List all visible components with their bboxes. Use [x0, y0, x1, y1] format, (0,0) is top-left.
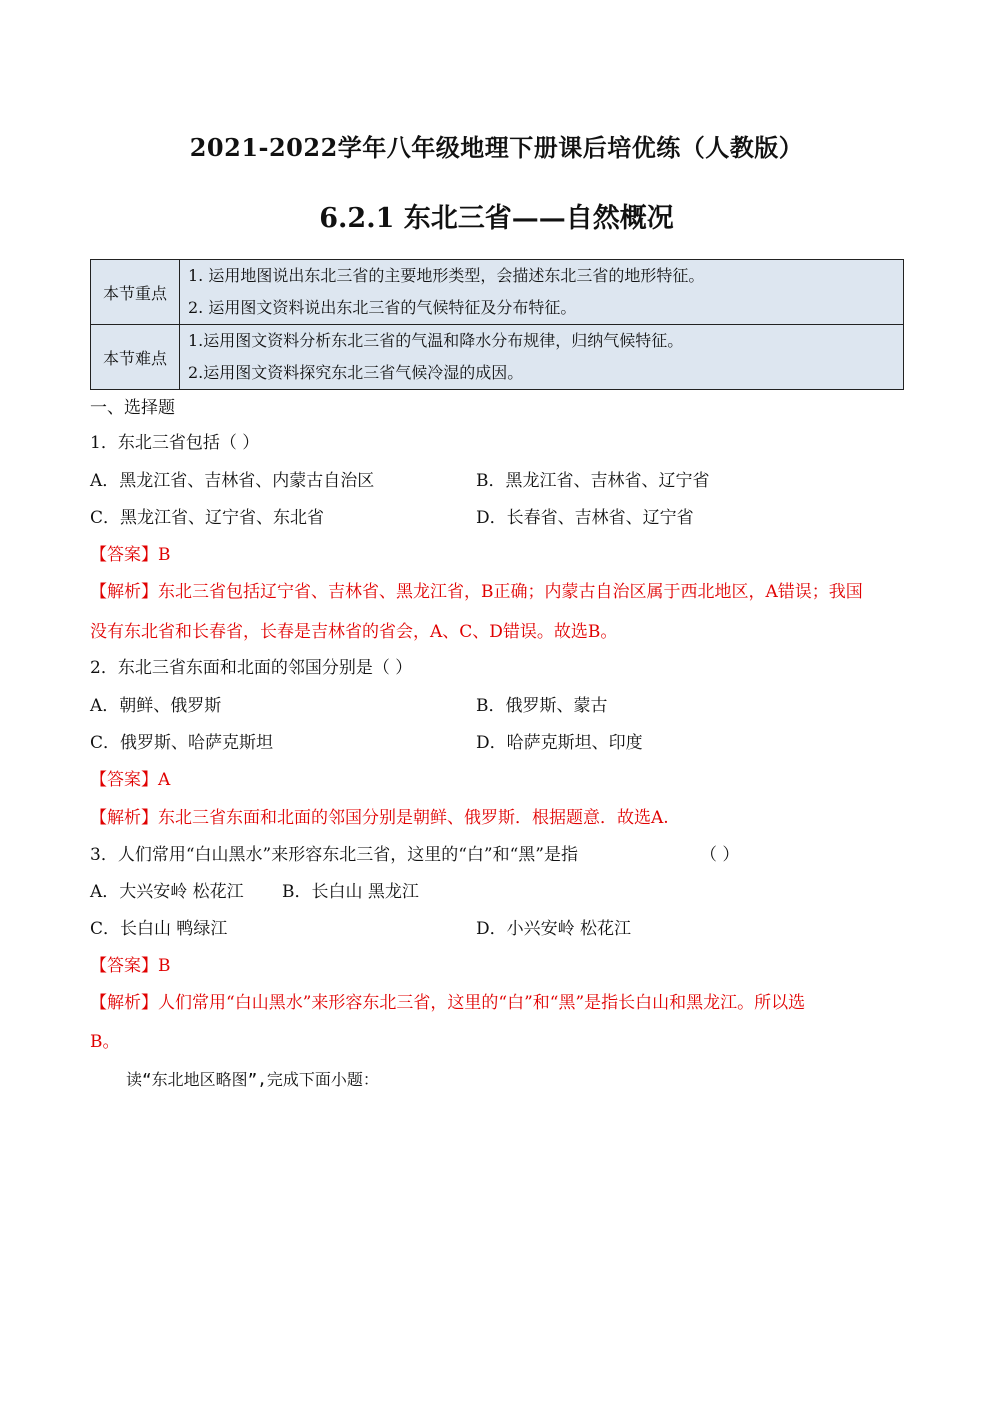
objective-line: 1. 运用地图说出东北三省的主要地形类型，会描述东北三省的地形特征。: [188, 266, 705, 285]
option-c: C．俄罗斯、哈萨克斯坦: [90, 733, 274, 753]
question-stem: 1．东北三省包括（ ）: [90, 433, 260, 453]
analysis-line: 没有东北省和长春省，长春是吉林省的省会，A、C、D错误。故选B。: [90, 622, 618, 642]
option-d: D．长春省、吉林省、辽宁省: [476, 508, 694, 528]
option-b: B．长白山 黑龙江: [282, 882, 419, 902]
option-a: A．黑龙江省、吉林省、内蒙古自治区: [90, 471, 375, 491]
analysis-tag: 【解析】: [90, 582, 158, 602]
analysis-line: [90, 988, 805, 1013]
analysis-tag: 【解析】: [90, 808, 158, 828]
analysis-line: [90, 577, 863, 602]
option-d: D．哈萨克斯坦、印度: [476, 733, 643, 753]
option-a: A．大兴安岭 松花江: [90, 882, 244, 902]
objective-row-difficult: [91, 325, 904, 390]
objective-line: 1.运用图文资料分析东北三省的气温和降水分布规律，归纳气候特征。: [188, 331, 684, 350]
analysis-text: 东北三省东面和北面的邻国分别是朝鲜、俄罗斯．根据题意．故选A.: [158, 808, 669, 828]
objective-row-key: [91, 260, 904, 325]
answer: 【答案】B: [90, 545, 171, 565]
option-b: B．俄罗斯、蒙古: [476, 696, 608, 716]
option-b: B．黑龙江省、吉林省、辽宁省: [476, 471, 710, 491]
objective-label: 本节难点: [91, 325, 180, 390]
option-c: C．长白山 鸭绿江: [90, 919, 228, 939]
analysis-text: 人们常用“白山黑水”来形容东北三省，这里的“白”和“黑”是指长白山和黑龙江。所以选: [158, 993, 806, 1013]
document-title: 2021-2022学年八年级地理下册课后培优练（人教版）: [189, 133, 804, 162]
answer: 【答案】A: [90, 770, 171, 790]
analysis-tag: 【解析】: [90, 993, 158, 1013]
objective-line: 2. 运用图文资料说出东北三省的气候特征及分布特征。: [188, 298, 577, 317]
analysis-text: 东北三省包括辽宁省、吉林省、黑龙江省，B正确；内蒙古自治区属于西北地区，A错误；我国: [158, 582, 863, 602]
option-d: D．小兴安岭 松花江: [476, 919, 632, 939]
objective-line: 2.运用图文资料探究东北三省气候冷湿的成因。: [188, 363, 524, 382]
option-a: A．朝鲜、俄罗斯: [90, 696, 222, 716]
analysis-line: B。: [90, 1032, 120, 1052]
map-intro-text: 读“东北地区略图”,完成下面小题：: [126, 1070, 379, 1089]
question-stem: 2．东北三省东面和北面的邻国分别是（ ）: [90, 658, 413, 678]
question-paren: （ ）: [700, 845, 740, 865]
objectives-table: [90, 259, 904, 390]
answer: 【答案】B: [90, 956, 171, 976]
option-c: C．黑龙江省、辽宁省、东北省: [90, 508, 325, 528]
analysis-line: [90, 803, 669, 828]
lesson-title: 6.2.1 东北三省——自然概况: [319, 203, 674, 234]
objective-label: 本节重点: [91, 260, 180, 325]
section-heading: 一、选择题: [90, 398, 175, 418]
question-stem: 3．人们常用“白山黑水”来形容东北三省，这里的“白”和“黑”是指: [90, 845, 578, 865]
